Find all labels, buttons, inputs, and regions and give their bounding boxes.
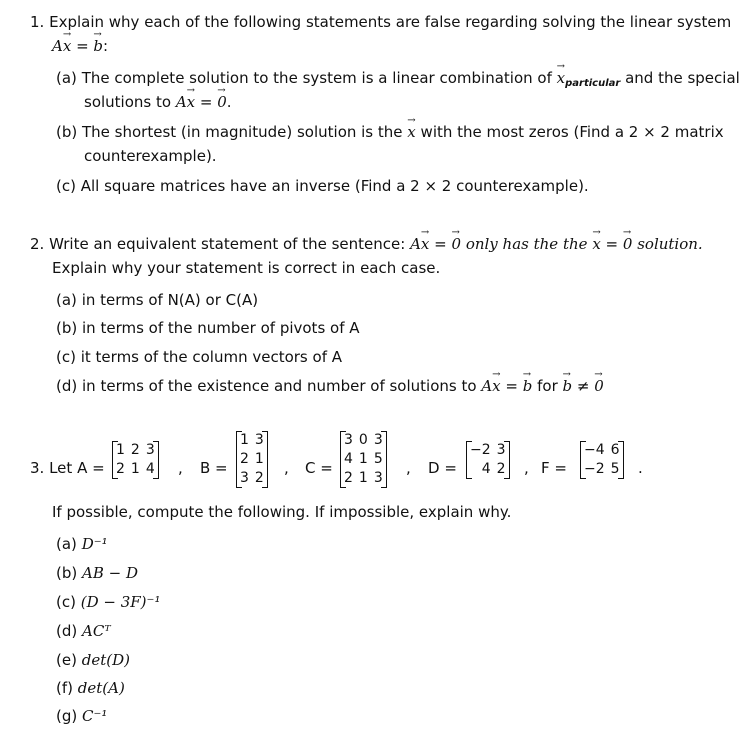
q1-intro: Explain why each of the following statements are false regarding solving the linear system [49,13,732,31]
q3-number: 3. [30,459,45,477]
q1-part-b-line2 [84,146,217,166]
q3-let-text: Let A = [49,459,105,477]
q2-c-text: it terms of the column vectors of A [80,348,343,366]
q2-b-text: in terms of the number of pivots of A [82,319,360,337]
q2-line2-text: Explain why your statement is correct in each case. [52,259,441,277]
q2-d-label: (d) [56,377,78,395]
matrix-b: 1 3 2 1 3 2 [236,431,268,488]
q1-equation: A→ x = → b: [52,36,108,56]
matrix-d: −2 3 4 2 [466,441,510,479]
q2-number: 2. [30,235,45,253]
q1-a-line2: solutions to [84,93,172,111]
q1-a-particular: particular [565,78,621,89]
q2-line2 [52,258,440,278]
f-label: F = [541,459,567,477]
q2-statement-end: solution. [637,235,703,253]
q1-part-b: (b) The shortest (in magnitude) solution is the → x with the most zeros (Find a 2 × 2 matrix [56,122,724,142]
q2-line1: 2. Write an equivalent statement of the sentence: A→ x = → 0 only has the the → x = → 0 solution. [30,234,703,254]
q3-part-c: (c) (D − 3F)⁻¹ [56,593,161,611]
q1-b-tail: with the most zeros (Find a 2 × 2 matrix [420,123,724,141]
b-label: B = [200,459,228,477]
q2-c-label: (c) [56,348,76,366]
q1-a-label: (a) [56,69,77,87]
matrix-f: −4 6 −2 5 [580,441,624,479]
q2-part-c [56,347,342,367]
q3-let [30,458,105,478]
q2-d-text: in terms of the existence and number of solutions to [82,377,477,395]
d-label: D = [428,459,457,477]
q2-part-a [56,290,258,310]
q1-part-a-line2: solutions to A→ x = → 0. [84,92,232,112]
q3-part-d: (d) ACᵀ [56,622,111,640]
q1-b-label: (b) [56,123,78,141]
q3-part-e: (e) det(D) [56,651,130,669]
matrix-a: 1 2 3 2 1 4 [112,441,159,479]
q1-c-label: (c) [56,177,76,195]
q3-part-f: (f) det(A) [56,679,125,697]
q2-a-text: in terms of N(A) or C(A) [81,291,259,309]
q2-b-label: (b) [56,319,78,337]
q3-part-b: (b) AB − D [56,564,139,582]
q1-number: 1. [30,13,45,31]
q2-d-for: for [537,377,558,395]
q2-part-b [56,318,360,338]
c-label: C = [305,459,333,477]
q3-part-g: (g) C⁻¹ [56,707,108,725]
q2-a-label: (a) [56,291,77,309]
matrix-c: 3 0 3 4 1 5 2 1 3 [340,431,387,488]
q1-line1 [30,12,731,32]
q1-part-a: (a) The complete solution to the system is a linear combination of → $x_{particular}$ and the special [56,68,740,94]
q2-statement-tail: only has the [465,235,559,253]
q2-part-d: (d) in terms of the existence and number of solutions to A→ x = → b for → b ≠ → 0 [56,376,604,396]
q3-part-a: (a) D⁻¹ [56,535,108,553]
q1-a-text: The complete solution to the system is a linear combination of [81,69,552,87]
q1-a-tail: and the special [625,69,740,87]
q2-intro: Write an equivalent statement of the sentence: [49,235,406,253]
q1-b-line2: counterexample). [84,147,217,165]
q1-b-text: The shortest (in magnitude) solution is the [82,123,403,141]
q1-c-text: All square matrices have an inverse (Find a 2 × 2 counterexample). [80,177,589,195]
q3-instruction: If possible, compute the following. If impossible, explain why. [52,503,512,521]
q1-part-c [56,176,589,196]
